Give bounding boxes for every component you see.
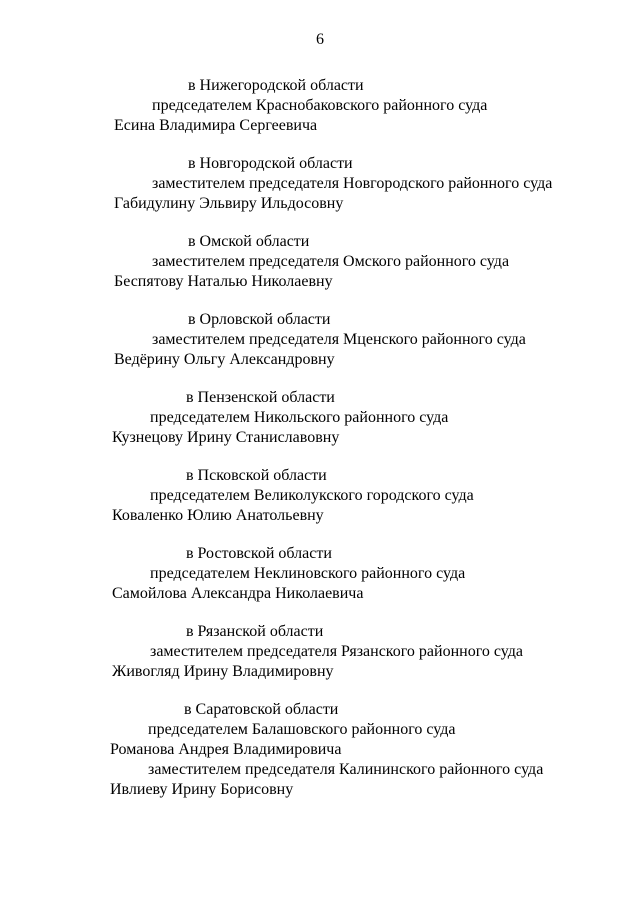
person-name-second: Ивлиеву Ирину Борисовну (110, 781, 294, 798)
region-heading: в Саратовской области (184, 701, 339, 718)
region-heading: в Псковской области (186, 467, 327, 484)
person-name: Живогляд Ирину Владимировну (112, 663, 334, 680)
appointment-oryol (0, 310, 640, 388)
region-heading: в Ростовской области (186, 545, 332, 562)
region-heading: в Омской области (188, 233, 310, 250)
region-heading: в Пензенской области (186, 389, 335, 406)
position-text: заместителем председателя Новгородского районного суда (152, 175, 553, 192)
person-name: Габидулину Эльвиру Ильдосовну (114, 195, 344, 212)
position-text: председателем Никольского районного суда (150, 409, 449, 426)
region-heading: в Орловской области (188, 311, 331, 328)
position-text: председателем Балашовского районного суда (148, 721, 456, 738)
appointment-nizhny-novgorod (0, 76, 640, 154)
appointment-saratov (0, 700, 640, 798)
appointment-penza (0, 388, 640, 466)
region-heading: в Нижегородской области (188, 77, 364, 94)
person-name: Есина Владимира Сергеевича (114, 117, 318, 134)
position-text: заместителем председателя Мценского районного суда (152, 331, 526, 348)
appointments-list (0, 76, 640, 798)
page-number: 6 (316, 31, 324, 48)
position-text: председателем Неклиновского районного суда (150, 565, 466, 582)
position-text-second: заместителем председателя Калининского районного суда (148, 761, 544, 778)
region-heading: в Рязанской области (186, 623, 324, 640)
appointment-novgorod (0, 154, 640, 232)
position-text: председателем Краснобаковского районного суда (152, 97, 488, 114)
person-name: Кузнецову Ирину Станиславовну (112, 429, 340, 446)
person-name: Коваленко Юлию Анатольевну (112, 507, 324, 524)
person-name: Беспятову Наталью Николаевну (114, 273, 333, 290)
appointment-pskov (0, 466, 640, 544)
position-text: председателем Великолукского городского суда (150, 487, 474, 504)
appointment-rostov (0, 544, 640, 622)
appointment-omsk (0, 232, 640, 310)
person-name: Ведёрину Ольгу Александровну (114, 351, 335, 368)
person-name: Самойлова Александра Николаевича (112, 585, 364, 602)
appointment-ryazan (0, 622, 640, 700)
region-heading: в Новгородской области (188, 155, 353, 172)
person-name: Романова Андрея Владимировича (110, 741, 342, 758)
position-text: заместителем председателя Рязанского районного суда (150, 643, 523, 660)
position-text: заместителем председателя Омского районного суда (152, 253, 510, 270)
